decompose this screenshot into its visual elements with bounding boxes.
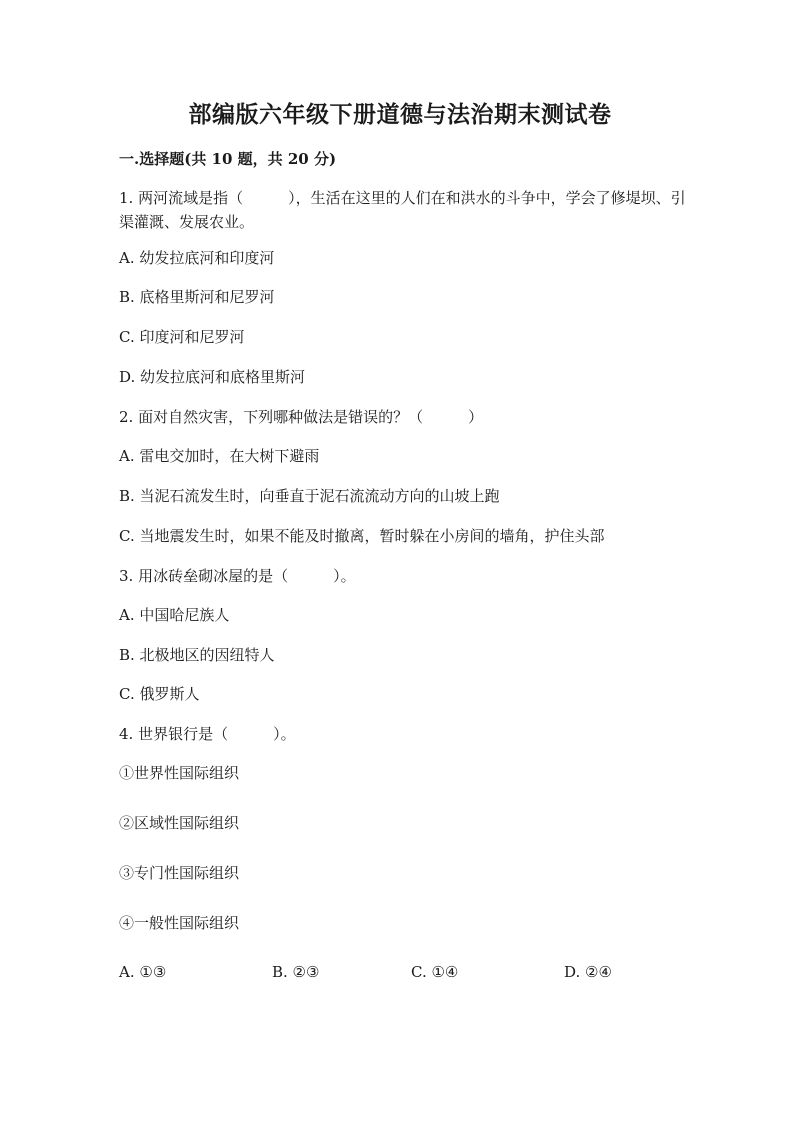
question-2-stem: 2. 面对自然灾害，下列哪种做法是错误的？（ ） (119, 408, 484, 426)
question-4-option-b: B. ②③ (272, 963, 320, 981)
question-3-option-c: C. 俄罗斯人 (119, 685, 200, 703)
question-4-statement-2: ②区域性国际组织 (119, 814, 240, 832)
question-4-statement-3: ③专门性国际组织 (119, 864, 240, 882)
question-4-statement-1: ①世界性国际组织 (119, 764, 240, 782)
question-1-option-b: B. 底格里斯河和尼罗河 (119, 288, 275, 306)
question-1-stem: 1. 两河流域是指（ ），生活在这里的人们在和洪水的斗争中，学会了修堤坝、引渠灌溉、发展农业。 (119, 189, 686, 231)
question-1-option-d: D. 幼发拉底河和底格里斯河 (119, 368, 306, 386)
question-1-option-a: A. 幼发拉底河和印度河 (119, 249, 275, 267)
question-3-option-b: B. 北极地区的因纽特人 (119, 646, 275, 664)
question-2-option-c: C. 当地震发生时，如果不能及时撤离，暂时躲在小房间的墙角，护住头部 (119, 527, 605, 545)
question-2-option-a: A. 雷电交加时，在大树下避雨 (119, 447, 320, 465)
question-3-stem: 3. 用冰砖垒砌冰屋的是（ ）。 (119, 567, 356, 585)
question-4-option-c: C. ①④ (411, 963, 459, 981)
question-1-option-c: C. 印度河和尼罗河 (119, 328, 245, 346)
question-4-options (0, 963, 800, 987)
section-heading: 一.选择题(共 10 题，共 20 分) (119, 150, 337, 168)
question-4-stem: 4. 世界银行是（ ）。 (119, 725, 296, 743)
page-title: 部编版六年级下册道德与法治期末测试卷 (188, 101, 612, 128)
question-2-option-b: B. 当泥石流发生时，向垂直于泥石流流动方向的山坡上跑 (119, 487, 500, 505)
question-3-option-a: A. 中国哈尼族人 (119, 606, 230, 624)
question-4-option-d: D. ②④ (564, 963, 612, 981)
question-4-option-a: A. ①③ (119, 963, 167, 981)
question-4-statement-4: ④一般性国际组织 (119, 914, 240, 932)
